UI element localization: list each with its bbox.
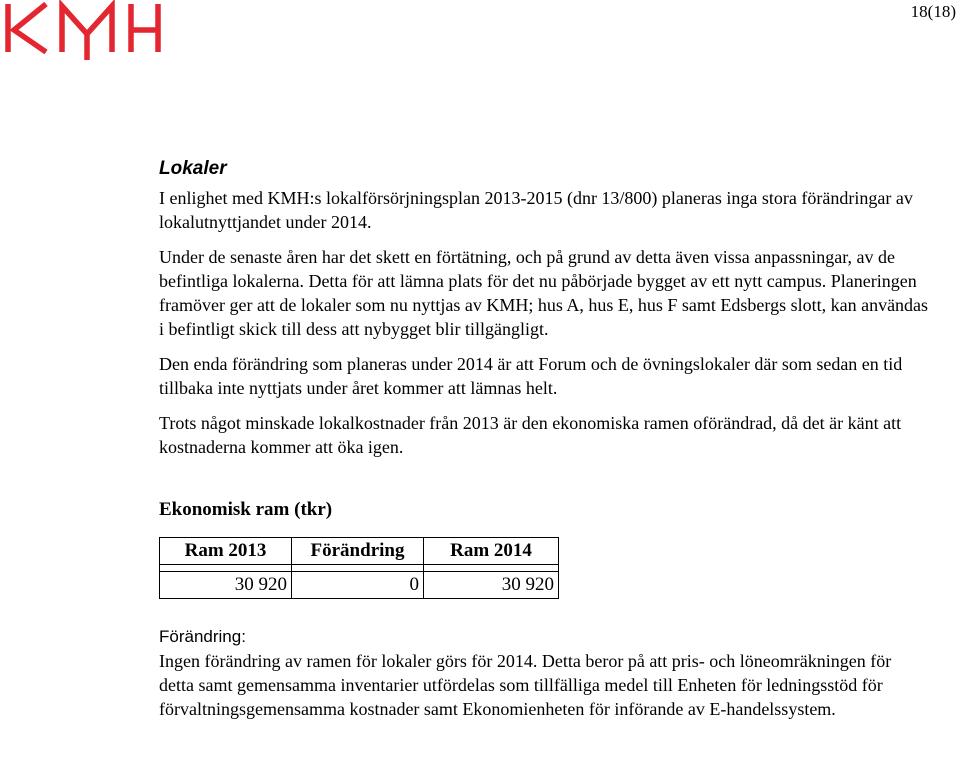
- table-header-row: [160, 538, 559, 565]
- column-header: Ram 2014: [424, 538, 559, 565]
- paragraph: Trots något minskade lokalkostnader från 2013 är den ekonomiska ramen oförändrad, då det är känt att kostnaderna kommer att öka igen.: [159, 413, 902, 457]
- change-description: Ingen förändring av ramen för lokaler görs för 2014. Detta beror på att pris- och löneomräkningen för detta samt gemensamma inventarier utfördelas som tillfälliga medel till Enheten för ledningsstöd för förvaltningsgemensamma kostnader samt Ekonomienheten för införande av E-handelssystem.: [159, 651, 892, 719]
- kmh-logo: [4, 0, 164, 64]
- table-cell: 0: [292, 572, 424, 599]
- budget-table: [159, 537, 559, 599]
- table-row: [160, 572, 559, 599]
- table-separator-row: [160, 565, 559, 572]
- change-label: Förändring:: [159, 627, 246, 646]
- paragraph: Under de senaste åren har det skett en förtätning, och på grund av detta även vissa anpassningar, av de befintliga lokalerna. Detta för att lämna plats för det nu påbörjade bygget av ett nytt campus. Planeringen framöver ger att de lokaler som nu nyttjas av KMH; hus A, hus E, hus F samt Edsbergs slott, kan användas i befintligt skick till dess att nybygget blir tillgängligt.: [159, 247, 929, 339]
- table-cell: 30 920: [160, 572, 292, 599]
- paragraph: I enlighet med KMH:s lokalförsörjningsplan 2013-2015 (dnr 13/800) planeras inga stora förändringar av lokalutnyttjandet under 2014.: [159, 188, 913, 232]
- column-header: Förändring: [292, 538, 424, 565]
- column-header: Ram 2013: [160, 538, 292, 565]
- table-cell: 30 920: [424, 572, 559, 599]
- document-body: [159, 158, 929, 721]
- paragraph: Den enda förändring som planeras under 2014 är att Forum och de övningslokaler där som sedan en tid tillbaka inte nyttjats under året kommer att lämnas helt.: [159, 354, 903, 398]
- section-heading-ekonomisk-ram: Ekonomisk ram (tkr): [159, 499, 333, 520]
- section-heading-lokaler: Lokaler: [159, 158, 227, 179]
- page-number: 18(18): [910, 2, 956, 21]
